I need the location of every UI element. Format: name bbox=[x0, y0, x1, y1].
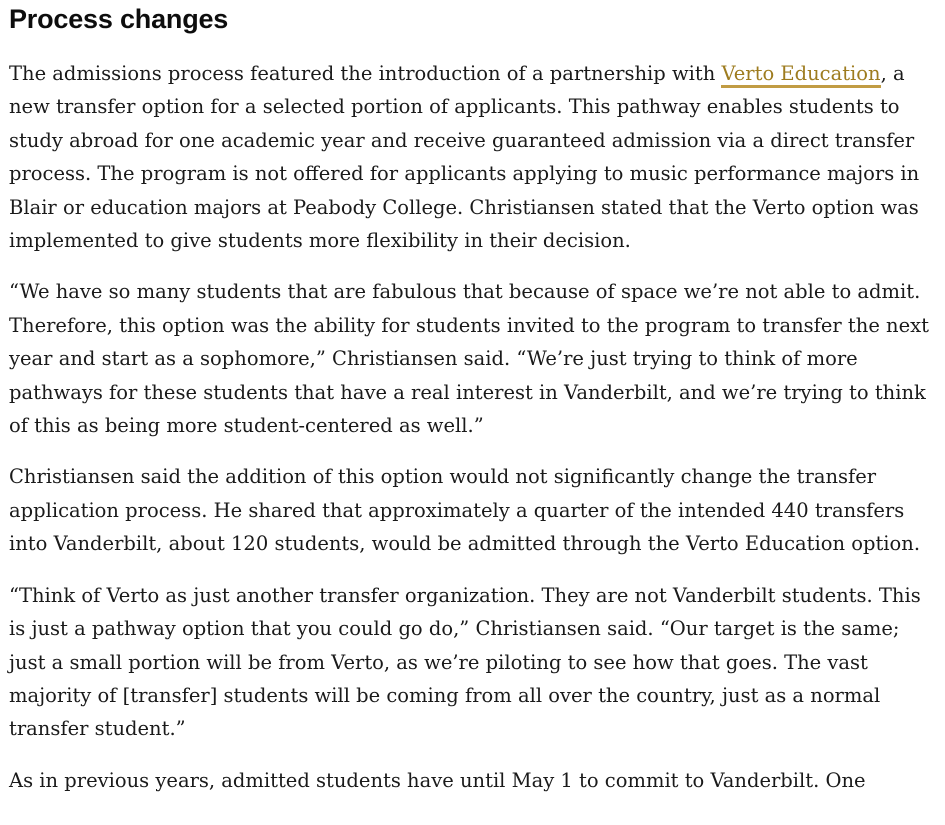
paragraph-text-after-link: , a new transfer option for a selected portion of applicants. This pathway enables students to study abroad for one academic year and receive guaranteed admission via a direct transfer process. The program is not offered for applicants applying to music performance majors in Blair or education majors at Peabody College. Christiansen stated that the Verto option was implemented to give students more flexibility in their decision. bbox=[9, 62, 920, 253]
paragraph-quote-flexibility: “We have so many students that are fabulous that because of space we’re not able to admit. Therefore, this option was the ability for students invited to the program to transfer the next year and start as a sophomore,” Christiansen said. “We’re just trying to think of more pathways for these students that have a real interest in Vanderbilt, and we’re trying to think of this as being more student-centered as well.” bbox=[9, 280, 929, 438]
paragraph-text-before-link: The admissions process featured the introduction of a partnership with bbox=[9, 62, 722, 85]
paragraph-quote-verto-pathway: “Think of Verto as just another transfer organization. They are not Vanderbilt students. This is just a pathway option that you could go do,” Christiansen said. “Our target is the same; just a small portion will be from Verto, as we’re piloting to see how that goes. The vast majority of [transfer] students will be coming from all over the country, just as a normal transfer student.” bbox=[9, 583, 921, 741]
paragraph-commit-deadline: As in previous years, admitted students have until May 1 to commit to Vanderbilt. One bbox=[9, 768, 866, 792]
section-heading: Process changes bbox=[9, 4, 229, 34]
paragraph-transfer-numbers: Christiansen said the addition of this option would not significantly change the transfer application process. He shared that approximately a quarter of the intended 440 transfers into Vanderbilt, about 120 students, would be admitted through the Verto Education option. bbox=[9, 465, 921, 556]
verto-education-link[interactable]: Verto Education bbox=[721, 62, 880, 88]
article-body bbox=[0, 5, 945, 797]
paragraph-intro bbox=[9, 57, 938, 257]
